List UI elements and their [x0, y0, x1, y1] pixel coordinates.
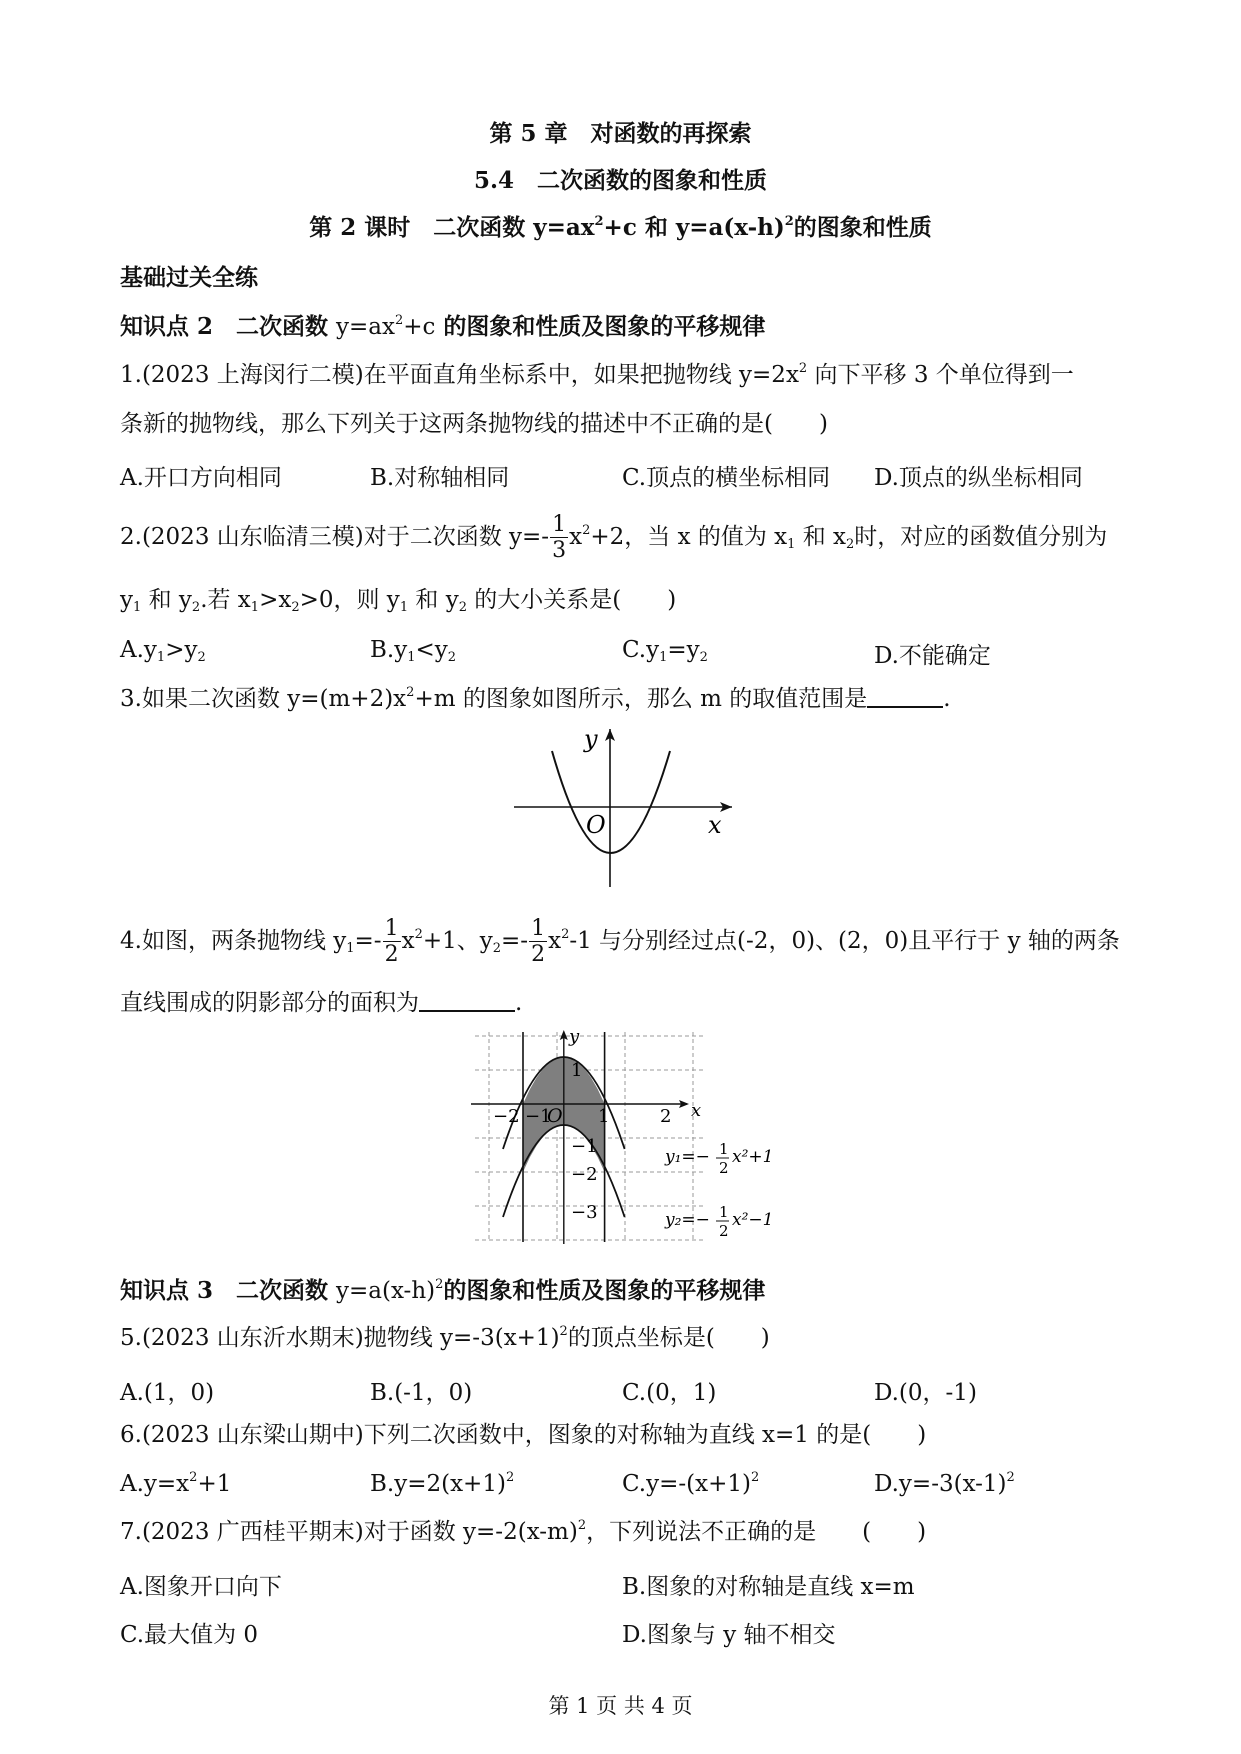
q6-option-b[interactable] [370, 1471, 514, 1497]
q6-option-d[interactable] [874, 1471, 1015, 1497]
lesson-title [0, 214, 1241, 242]
frac-den: 2 [531, 942, 546, 967]
page-footer: 第 1 页 共 4 页 [548, 1694, 693, 1718]
t: =- [501, 928, 529, 954]
lesson-sup: 2 [784, 214, 794, 229]
q2-text-e: 时，对应的函数值分别为 [854, 524, 1108, 550]
t: +1、y [422, 928, 493, 954]
kp3-prefix: 知识点 3 二次函数 [120, 1277, 337, 1304]
t: -1 与分别经过点(-2，0)、(2，0)且平行于 y 轴的两条 [569, 928, 1120, 954]
lesson-suffix: 的图象和性质 [793, 214, 932, 241]
s: 2 [189, 1470, 198, 1485]
kp3-sup: 2 [435, 1277, 444, 1292]
q4-line1 [120, 918, 1120, 966]
q3-figure [510, 723, 740, 893]
t: 和 y [141, 587, 192, 613]
s: 2 [559, 1324, 568, 1339]
q4-curve1-tail: x²+1 [732, 1147, 774, 1167]
q7-option-c[interactable]: C.最大值为 0 [120, 1622, 259, 1648]
t: y [120, 587, 133, 613]
q4-curve2-frac-num: 1 [719, 1203, 729, 1221]
t: B.y=2(x+1) [370, 1471, 506, 1497]
q2-option-a[interactable] [120, 637, 206, 663]
frac-den: 3 [552, 538, 567, 563]
q4-curve2-frac-den: 2 [719, 1222, 729, 1240]
t: +m 的图象如图所示，那么 m 的取值范围是 [414, 686, 868, 712]
t: 5.(2023 山东沂水期末)抛物线 y=-3(x+1) [120, 1325, 560, 1351]
s: 2 [505, 1470, 515, 1485]
kp2-prefix: 知识点 2 二次函数 [120, 313, 337, 340]
q4-ytick-1: 1 [571, 1060, 583, 1081]
q4-xtick-2: 2 [660, 1106, 672, 1127]
s: 2 [191, 600, 201, 615]
q1-option-a[interactable]: A.开口方向相同 [120, 465, 282, 491]
q2-x: x [569, 524, 583, 550]
lesson-prefix: 第 2 课时 二次函数 y=ax [309, 214, 595, 241]
s: 2 [406, 685, 415, 700]
q2-text: 2.(2023 山东临清三模)对于二次函数 y=- [120, 524, 550, 550]
t: ，下列说法不正确的是 ( ) [586, 1519, 927, 1545]
q1-option-b[interactable]: B.对称轴相同 [370, 465, 510, 491]
q2-sub: 2 [846, 537, 855, 552]
q4-x-label: x [691, 1100, 702, 1121]
knowledge-point-2 [120, 313, 765, 342]
t: .若 x [200, 587, 251, 613]
kp2-suffix: 的图象和性质及图象的平移规律 [435, 313, 766, 340]
t: A.y=x [120, 1471, 190, 1497]
q7-option-a[interactable]: A.图象开口向下 [120, 1574, 282, 1600]
s: 2 [1006, 1470, 1015, 1485]
q4-curve1-frac-den: 2 [719, 1159, 729, 1177]
frac-num: 1 [531, 916, 546, 941]
s: 1 [156, 650, 166, 665]
q2-line1 [120, 514, 1107, 562]
frac-den: 2 [384, 942, 399, 967]
t: 7.(2023 广西桂平期末)对于函数 y=-2(x-m) [120, 1519, 578, 1545]
q4-ytick-neg1: −1 [571, 1136, 598, 1157]
q3-y-label: y [584, 725, 598, 753]
s: 2 [447, 650, 457, 665]
q4-ytick-neg2: −2 [571, 1164, 598, 1185]
lesson-mid: +c 和 y=a(x-h) [603, 214, 785, 241]
t: . [515, 990, 523, 1016]
q7-option-d[interactable]: D.图象与 y 轴不相交 [622, 1622, 836, 1648]
q2-line2 [120, 587, 676, 615]
q6-option-a[interactable] [120, 1471, 231, 1497]
q2-text-c: +2，当 x 的值为 x [590, 524, 788, 550]
t: =- [354, 928, 382, 954]
q1-text-b: 向下平移 3 个单位得到一 [807, 362, 1074, 388]
block-title: 基础过关全练 [120, 264, 258, 291]
q6-option-c[interactable] [622, 1471, 759, 1497]
t: =y [667, 637, 700, 663]
frac-num: 1 [552, 512, 567, 537]
s: 2 [492, 941, 502, 956]
q2-option-d[interactable]: D.不能确定 [874, 643, 991, 669]
q2-text-d: 和 x [795, 524, 847, 550]
q4-curve1-frac-num: 1 [719, 1140, 729, 1158]
q4-xtick-neg2: −2 [493, 1106, 520, 1127]
t: >0，则 y [299, 587, 400, 613]
q2-option-c[interactable] [622, 637, 708, 663]
t: 直线围成的阴影部分的面积为 [120, 990, 419, 1016]
s: 2 [577, 1518, 587, 1533]
q1-text: 1.(2023 上海闵行二模)在平面直角坐标系中，如果把抛物线 y=2x [120, 362, 799, 388]
t: A.y [120, 637, 157, 663]
q4-fraction-2 [529, 918, 547, 966]
s: 2 [197, 650, 206, 665]
t: 的顶点坐标是( ) [567, 1325, 770, 1351]
s: 2 [561, 927, 570, 942]
q4-line2 [120, 990, 522, 1018]
q1-line1 [120, 362, 1074, 390]
q2-option-b[interactable] [370, 637, 456, 663]
q1-sup: 2 [798, 361, 808, 376]
t: 4.如图，两条抛物线 y [120, 928, 347, 954]
q7-text [120, 1519, 926, 1547]
s: 2 [750, 1470, 760, 1485]
t: C.y [622, 637, 660, 663]
t: B.y [370, 637, 408, 663]
t: >y [165, 637, 198, 663]
lesson-sup: 2 [594, 214, 604, 229]
t: <y [415, 637, 448, 663]
s: 1 [250, 600, 260, 615]
q2-sub: 1 [787, 537, 796, 552]
q2-sup: 2 [582, 523, 591, 538]
t: x [548, 928, 562, 954]
q3-x-label: x [708, 811, 722, 839]
kp2-formula-b: +c [403, 314, 436, 340]
q3-text [120, 686, 951, 714]
knowledge-point-3 [120, 1277, 765, 1306]
t: D.y=-3(x-1) [874, 1471, 1007, 1497]
t: 和 y [408, 587, 459, 613]
q4-figure [465, 1028, 785, 1248]
q4-xtick-neg1: −1 [525, 1106, 552, 1127]
s: 1 [659, 650, 668, 665]
q2-fraction [550, 514, 568, 562]
section-title: 5.4 二次函数的图象和性质 [473, 167, 767, 194]
kp2-formula: y=ax [336, 314, 395, 340]
q4-y-label: y [569, 1028, 580, 1047]
q4-ytick-neg3: −3 [571, 1202, 598, 1223]
t: >x [259, 587, 292, 613]
q4-curve2-tail: x²−1 [732, 1210, 774, 1230]
kp2-sup: 2 [394, 313, 404, 328]
q1-line2: 条新的抛物线，那么下列关于这两条抛物线的描述中不正确的是( ) [120, 411, 828, 437]
s: 1 [407, 650, 416, 665]
q7-option-b[interactable]: B.图象的对称轴是直线 x=m [622, 1574, 915, 1600]
kp3-formula: y=a(x-h) [336, 1278, 436, 1304]
t: C.y=-(x+1) [622, 1471, 751, 1497]
t: 的大小关系是( ) [467, 587, 677, 613]
q5-option-c[interactable]: C.(0，1) [622, 1380, 717, 1406]
q1-option-d[interactable]: D.顶点的纵坐标相同 [874, 465, 1083, 491]
t: . [943, 686, 951, 712]
q4-curve1-label: y₁=− [665, 1147, 710, 1167]
kp3-suffix: 的图象和性质及图象的平移规律 [443, 1277, 766, 1304]
s: 2 [291, 600, 300, 615]
s: 1 [133, 600, 142, 615]
q1-option-c[interactable]: C.顶点的横坐标相同 [622, 465, 831, 491]
q5-option-a[interactable]: A.(1，0) [120, 1380, 215, 1406]
q6-text: 6.(2023 山东梁山期中)下列二次函数中，图象的对称轴为直线 x=1 的是( ) [120, 1422, 927, 1448]
q3-origin-label: O [586, 811, 606, 839]
q4-curve2-label: y₂=− [665, 1210, 710, 1230]
q4-answer-blank[interactable] [419, 992, 515, 1012]
s: 2 [414, 927, 423, 942]
s: 1 [346, 941, 355, 956]
q5-option-b[interactable]: B.(-1，0) [370, 1380, 473, 1406]
t: x [401, 928, 415, 954]
t: 3.如果二次函数 y=(m+2)x [120, 686, 407, 712]
chapter-title: 第 5 章 对函数的再探索 [489, 120, 752, 147]
s: 1 [399, 600, 409, 615]
q3-answer-blank[interactable] [867, 688, 943, 708]
q4-xtick-1: 1 [598, 1106, 610, 1127]
q4-origin-label: O [547, 1105, 563, 1127]
s: 2 [699, 650, 708, 665]
q5-option-d[interactable]: D.(0，-1) [874, 1380, 977, 1406]
q4-fraction-1 [383, 918, 401, 966]
frac-num: 1 [384, 916, 399, 941]
q3-parabola [552, 751, 670, 853]
q5-text [120, 1325, 770, 1353]
s: 2 [458, 600, 467, 615]
t: +1 [197, 1471, 232, 1497]
